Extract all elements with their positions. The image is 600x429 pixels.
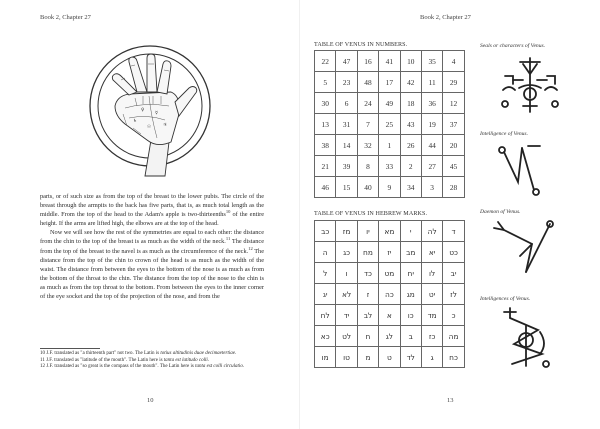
- caption-daemon: Daemon of Venus.: [480, 209, 521, 215]
- numbers-table-cell: 25: [379, 114, 400, 135]
- numbers-table-title: TABLE OF VENUS IN NUMBERS.: [314, 42, 408, 48]
- caption-intelligence: Intelligence of Venus.: [480, 131, 528, 137]
- hebrew-table-cell: כט: [443, 242, 464, 263]
- svg-text:☿: ☿: [155, 111, 158, 116]
- hebrew-table-row: [315, 284, 465, 305]
- venus-seal-sigil: [495, 54, 565, 118]
- page-number: 10: [147, 397, 154, 404]
- hebrew-table-cell: כא: [315, 326, 336, 347]
- numbers-table-cell: 3: [421, 177, 442, 198]
- numbers-table-cell: 40: [357, 177, 378, 198]
- numbers-table-cell: 17: [379, 72, 400, 93]
- numbers-table-cell: 7: [357, 114, 378, 135]
- venus-numbers-table: [314, 50, 465, 198]
- numbers-table-row: [315, 51, 465, 72]
- numbers-table-cell: 15: [336, 177, 357, 198]
- caption-intelligences: Intelligences of Venus.: [480, 296, 531, 302]
- numbers-table-cell: 24: [357, 93, 378, 114]
- numbers-table-cell: 44: [421, 135, 442, 156]
- hebrew-table-row: [315, 221, 465, 242]
- hebrew-table-cell: לח: [315, 305, 336, 326]
- numbers-table-cell: 49: [379, 93, 400, 114]
- paragraph-2: Now we will see how the rest of the symmetries are equal to each other: the distance from the chin to the top of the breast is as much as the width of the neck.$^{11}$ The distance from the top of the breast to the navel is as much as the circumference of the neck.$^{12}$ The distance from the top of the chin to crown of the head is as much as the width of the waist. The distance from between the eyes to the bottom of the nose is as much as from the bottom of the throat to the chin. The distance from the top of the nose to the chin is as much as from the top throat to the bottom. From between the eyes to the inner corner of the eye socket and the top of the projection of the nose, and from the: [40, 229, 264, 301]
- running-header: Book 2, Chapter 27: [40, 14, 91, 21]
- hebrew-table-cell: מד: [421, 305, 442, 326]
- hebrew-table-cell: לז: [443, 284, 464, 305]
- numbers-table-cell: 33: [379, 156, 400, 177]
- hebrew-table-cell: מ: [357, 347, 378, 368]
- footnote-11: 11 J.F. translated as "latitude of the mouth". The Latin here is tanta est latitudo colli.: [40, 357, 210, 363]
- numbers-table-cell: 26: [400, 135, 421, 156]
- numbers-table-cell: 27: [421, 156, 442, 177]
- venus-hebrew-table: [314, 220, 465, 368]
- numbers-table-cell: 6: [336, 93, 357, 114]
- svg-text:♀: ♀: [141, 108, 145, 113]
- hebrew-table-cell: כג: [336, 242, 357, 263]
- svg-text:♄: ♄: [133, 119, 138, 124]
- hebrew-table-cell: יב: [443, 263, 464, 284]
- numbers-table-cell: 12: [443, 93, 464, 114]
- numbers-table-cell: 48: [357, 72, 378, 93]
- paragraph-1: parts, or of such size as from the top of the breast to the lower pubis. The circle of the breast through the armpits to the back has five parts, that is, as much total length as the middle. From the top of the head to the Adam's apple is two-thirteenths$^{10}$ of the entire height. If the arms are lifted high, the elbows are at the top of the head.: [40, 193, 265, 228]
- hebrew-table-cell: כח: [443, 347, 464, 368]
- hebrew-table-cell: ו: [336, 263, 357, 284]
- body-text: [40, 192, 264, 301]
- numbers-table-cell: 41: [379, 51, 400, 72]
- hebrew-table-cell: לה: [421, 221, 442, 242]
- hebrew-table-cell: ג: [421, 347, 442, 368]
- hebrew-table-row: [315, 326, 465, 347]
- hebrew-table-cell: ל: [315, 263, 336, 284]
- numbers-table-cell: 11: [421, 72, 442, 93]
- hebrew-table-cell: ה: [315, 242, 336, 263]
- svg-text:☉: ☉: [147, 125, 152, 130]
- hebrew-table-title: TABLE OF VENUS IN HEBREW MARKS.: [314, 211, 428, 217]
- running-header: Book 2, Chapter 27: [420, 14, 471, 21]
- numbers-table-cell: 18: [400, 93, 421, 114]
- numbers-table-cell: 45: [443, 156, 464, 177]
- numbers-table-cell: 13: [315, 114, 336, 135]
- footnote-ref-11[interactable]: 11: [225, 236, 231, 242]
- hebrew-table-cell: יד: [336, 305, 357, 326]
- numbers-table-row: [315, 114, 465, 135]
- numbers-table-row: [315, 177, 465, 198]
- numbers-table-cell: 9: [379, 177, 400, 198]
- numbers-table-cell: 21: [315, 156, 336, 177]
- hebrew-table-cell: כב: [315, 221, 336, 242]
- hebrew-table-cell: יט: [421, 284, 442, 305]
- hebrew-table-cell: ט: [379, 347, 400, 368]
- numbers-table-cell: 20: [443, 135, 464, 156]
- hebrew-table-cell: יח: [400, 263, 421, 284]
- numbers-table-cell: 14: [336, 135, 357, 156]
- numbers-table-cell: 46: [315, 177, 336, 198]
- numbers-table-cell: 4: [443, 51, 464, 72]
- numbers-table-cell: 29: [443, 72, 464, 93]
- hebrew-table-cell: לג: [379, 326, 400, 347]
- hebrew-table-row: [315, 347, 465, 368]
- hebrew-table-cell: מה: [443, 326, 464, 347]
- hebrew-table-cell: כז: [421, 326, 442, 347]
- numbers-table-cell: 35: [421, 51, 442, 72]
- numbers-table-cell: 19: [421, 114, 442, 135]
- hebrew-table-cell: ד: [443, 221, 464, 242]
- hebrew-table-cell: מב: [400, 242, 421, 263]
- hebrew-table-cell: מח: [357, 242, 378, 263]
- footnotes: [40, 351, 264, 371]
- hebrew-table-row: [315, 263, 465, 284]
- venus-intelligence-sigil: [492, 138, 552, 200]
- hebrew-table-cell: לא: [336, 284, 357, 305]
- hebrew-table-cell: יז: [379, 242, 400, 263]
- page-number: 13: [447, 397, 454, 404]
- hebrew-table-cell: לד: [400, 347, 421, 368]
- numbers-table-cell: 8: [357, 156, 378, 177]
- hebrew-table-cell: י: [400, 221, 421, 242]
- numbers-table-cell: 39: [336, 156, 357, 177]
- footnote-ref-12[interactable]: 12: [248, 245, 253, 251]
- hebrew-table-cell: יג: [315, 284, 336, 305]
- hebrew-table-cell: א: [379, 305, 400, 326]
- numbers-table-cell: 38: [315, 135, 336, 156]
- numbers-table-cell: 47: [336, 51, 357, 72]
- numbers-table-cell: 42: [400, 72, 421, 93]
- hebrew-table-cell: מג: [400, 284, 421, 305]
- hebrew-table-cell: יו: [357, 221, 378, 242]
- numbers-table-row: [315, 93, 465, 114]
- hebrew-table-cell: מא: [379, 221, 400, 242]
- numbers-table-cell: 22: [315, 51, 336, 72]
- hebrew-table-cell: מט: [379, 263, 400, 284]
- numbers-table-cell: 23: [336, 72, 357, 93]
- footnote-10: 10 J.F. translated as "a thirteenth part" not two. The Latin is totius altitudinis duae decimaetertiae.: [40, 351, 237, 356]
- footnote-12: 12 J.F. translated as "so great is the compass of the mouth". The Latin here is tanta est colli circulatio.: [40, 364, 245, 370]
- hebrew-table-cell: כ: [443, 305, 464, 326]
- numbers-table-cell: 37: [443, 114, 464, 135]
- hebrew-table-cell: לב: [357, 305, 378, 326]
- numbers-table-row: [315, 135, 465, 156]
- hebrew-table-cell: כו: [400, 305, 421, 326]
- numbers-table-cell: 5: [315, 72, 336, 93]
- numbers-table-cell: 36: [421, 93, 442, 114]
- numbers-table-cell: 10: [400, 51, 421, 72]
- numbers-table-cell: 32: [357, 135, 378, 156]
- hebrew-table-cell: מז: [336, 221, 357, 242]
- footnote-rule: [40, 348, 100, 349]
- hebrew-table-cell: כד: [357, 263, 378, 284]
- hebrew-table-row: [315, 305, 465, 326]
- hebrew-table-cell: מו: [315, 347, 336, 368]
- hebrew-table-cell: יא: [421, 242, 442, 263]
- numbers-table-row: [315, 72, 465, 93]
- svg-text:♃: ♃: [163, 123, 168, 128]
- footnote-ref-10[interactable]: 10: [225, 209, 231, 215]
- numbers-table-cell: 43: [400, 114, 421, 135]
- numbers-table-cell: 34: [400, 177, 421, 198]
- numbers-table-cell: 31: [336, 114, 357, 135]
- hebrew-table-cell: טו: [336, 347, 357, 368]
- numbers-table-cell: 2: [400, 156, 421, 177]
- hebrew-table-cell: לו: [421, 263, 442, 284]
- hebrew-table-cell: ח: [357, 326, 378, 347]
- hebrew-table-cell: כה: [379, 284, 400, 305]
- numbers-table-cell: 16: [357, 51, 378, 72]
- numbers-table-cell: 30: [315, 93, 336, 114]
- right-page: [300, 0, 600, 429]
- numbers-table-cell: 28: [443, 177, 464, 198]
- numbers-table-cell: 1: [379, 135, 400, 156]
- numbers-table-row: [315, 156, 465, 177]
- palmistry-hand-illustration: [85, 36, 215, 181]
- venus-daemon-sigil: [492, 216, 558, 278]
- hebrew-table-cell: ב: [400, 326, 421, 347]
- hebrew-table-cell: ז: [357, 284, 378, 305]
- venus-intelligences-sigil: [496, 304, 558, 370]
- hebrew-table-row: [315, 242, 465, 263]
- hebrew-table-cell: לט: [336, 326, 357, 347]
- caption-seals: Seals or characters of Venus.: [480, 43, 546, 49]
